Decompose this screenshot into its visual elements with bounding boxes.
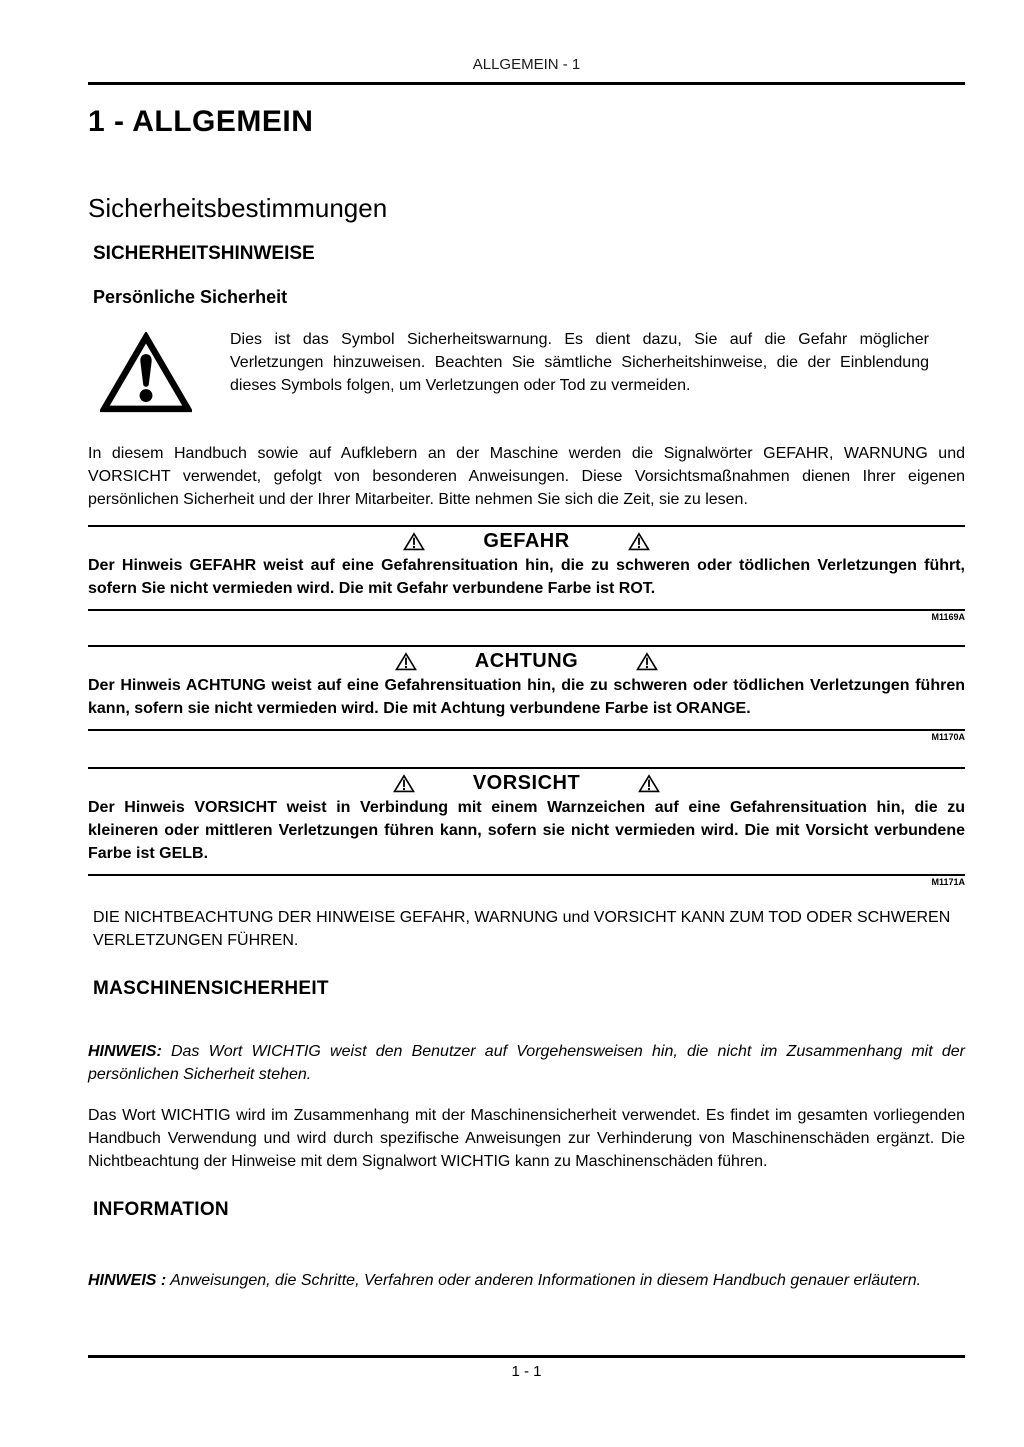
subsubsection-title: Persönliche Sicherheit [93, 287, 288, 308]
machine-safety-paragraph: Das Wort WICHTIG wird im Zusammenhang mit der Maschinensicherheit verwendet. Es findet im gesamten vorliegenden Handbuch Verwendung und wird durch spezifische Anweisungen zur Verhinderung von Maschinenschäden ergänzt. Die Nichtbeachtung der Hinweise mit dem Signalwort WICHTIG kann zu Maschinenschäden führen. [88, 1107, 965, 1171]
warning-triangle-icon [636, 652, 658, 671]
notice-body: Der Hinweis VORSICHT weist in Verbindung mit einem Warnzeichen auf eine Gefahrensituation hin, die zu kleineren oder mittleren Verletzungen führen kann, sofern sie nicht vermieden wird. Die mit Vorsicht verbundene Farbe ist GELB. [88, 799, 965, 863]
notice-body: Der Hinweis ACHTUNG weist auf eine Gefahrensituation hin, die zu schweren oder tödlichen Verletzungen führen kann, sofern sie nicht vermieden wird. Die mit Achtung verbundene Farbe ist ORANGE. [88, 677, 965, 718]
notice-title: ACHTUNG [474, 650, 579, 673]
machine-safety-note [88, 1040, 965, 1086]
notice-divider-bottom [88, 609, 965, 611]
note-body: Das Wort WICHTIG weist den Benutzer auf Vorgehensweisen hin, die nicht im Zusammenhang mit der persönlichen Sicherheit stehen. [88, 1043, 965, 1084]
page-number: 1 - 1 [511, 1363, 542, 1380]
warning-triangle-icon [628, 532, 650, 551]
notice-divider-top [88, 525, 965, 527]
footer-divider [88, 1355, 965, 1358]
information-heading: INFORMATION [93, 1199, 229, 1221]
section-title: Sicherheitsbestimmungen [88, 193, 388, 224]
safety-symbol-block [88, 332, 965, 414]
notice-title-row [88, 771, 965, 795]
chapter-title: 1 - ALLGEMEIN [88, 105, 314, 138]
notice-divider-top [88, 645, 965, 647]
warning-summary-paragraph: DIE NICHTBEACHTUNG DER HINWEISE GEFAHR, WARNUNG und VORSICHT KANN ZUM TOD ODER SCHWEREN VERLETZUNGEN FÜHREN. [93, 909, 951, 950]
notice-divider-bottom [88, 874, 965, 876]
notice-title-row [88, 529, 965, 553]
running-header: ALLGEMEIN - 1 [472, 56, 581, 73]
warning-triangle-exclamation-icon [100, 332, 192, 414]
information-note [88, 1269, 965, 1292]
warning-triangle-icon [393, 774, 415, 793]
reference-code: M1169A [931, 612, 965, 623]
page-footer [88, 1355, 965, 1381]
warning-triangle-icon [395, 652, 417, 671]
intro-paragraph: In diesem Handbuch sowie auf Aufklebern an der Maschine werden die Signalwörter GEFAHR, WARNUNG und VORSICHT verwendet, gefolgt von besonderen Anweisungen. Diese Vorsichtsmaßnahmen dienen Ihrer eigenen persönlichen Sicherheit und der Ihrer Mitarbeiter. Bitte nehmen Sie sich die Zeit, sie zu lesen. [88, 445, 965, 509]
safety-symbol-paragraph: Dies ist das Symbol Sicherheitswarnung. Es dient dazu, Sie auf die Gefahr möglicher Verletzungen hinzuweisen. Beachten Sie sämtliche Sicherheitshinweise, die der Einblendung dieses Symbols folgen, um Verletzungen oder Tod zu vermeiden. [230, 331, 929, 395]
notice-title-row [88, 649, 965, 673]
subsection-title: SICHERHEITSHINWEISE [93, 243, 315, 265]
warning-triangle-icon [638, 774, 660, 793]
notice-title: VORSICHT [472, 772, 581, 795]
notice-divider-bottom [88, 729, 965, 731]
notice-achtung [88, 645, 965, 743]
note-lead: HINWEIS : [88, 1272, 167, 1290]
note-lead: HINWEIS: [88, 1043, 162, 1061]
machine-safety-heading: MASCHINENSICHERHEIT [93, 978, 329, 1000]
notice-vorsicht [88, 767, 965, 888]
notice-divider-top [88, 767, 965, 769]
notice-title: GEFAHR [483, 530, 570, 553]
notice-body: Der Hinweis GEFAHR weist auf eine Gefahrensituation hin, die zu schweren oder tödlichen Verletzungen führt, sofern Sie nicht vermieden wird. Die mit Gefahr verbundene Farbe ist ROT. [88, 557, 965, 598]
reference-code: M1170A [931, 732, 965, 743]
reference-code: M1171A [931, 877, 965, 888]
notice-gefahr [88, 525, 965, 623]
warning-triangle-icon [403, 532, 425, 551]
header-divider [88, 82, 965, 85]
note-body: Anweisungen, die Schritte, Verfahren oder anderen Informationen in diesem Handbuch genauer erläutern. [170, 1272, 922, 1290]
